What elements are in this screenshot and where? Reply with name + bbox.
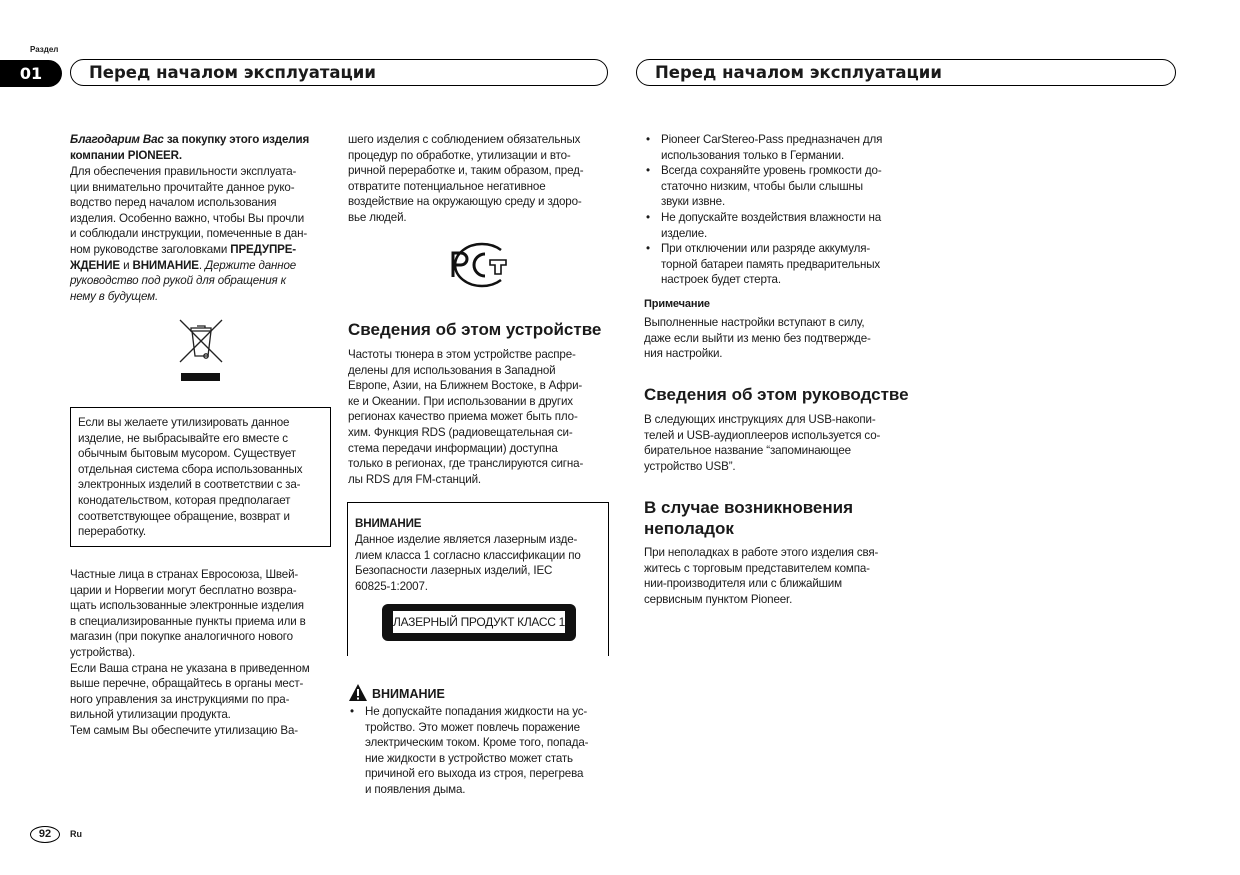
recycling-paragraph-continued: шего изделия с соблюдением обязательных процедур по обработке, утилизации и вто- ричной переработке и, таким образом, пред- отвратите потенциальное негативное воздействие на окружающую среду и здоро- вье людей. (348, 133, 584, 224)
disposal-info-box (70, 407, 331, 547)
troubleshooting-paragraph: При неполадках в работе этого изделия свя- житесь с торговым представителем компа- нии-производителя или с ближайшим сервисным пунктом Pioneer. (644, 546, 879, 606)
section-heading-troubleshooting: В случае возникновения неполадок (644, 498, 854, 538)
note-text: Выполненные настройки вступают в силу, даже если выйти из меню без подтвержде- ния настройки. (644, 316, 871, 361)
section-heading-manual-info: Сведения об этом руководстве (644, 385, 909, 404)
recycling-paragraph: Частные лица в странах Евросоюза, Швей- царии и Норвегии могут бесплатно возвра- щать использованные электронные изделия в специализированные пункты приема или в магазин (при покупке аналогичного нового устройства). Если Ваша страна не указана в приведенном выше перечне, обращайтесь в органы мест- ного управления за инструкциями по пра- вильной утилизации продукта. Тем самым Вы обеспечите утилизацию Ва- (70, 568, 310, 737)
section-label: Раздел (30, 45, 59, 54)
warning-title: ВНИМАНИЕ (372, 687, 445, 701)
laser-caution-title: ВНИМАНИЕ (355, 517, 422, 530)
page-title-right: Перед началом эксплуатации (636, 59, 1176, 86)
warning-list-item: • Не допускайте попадания жидкости на ус- тройство. Это может повлечь поражение электрическим током. Кроме того, попада- ние жидкости в устройство может стать причиной его выхода из строя, перегрева и появления дыма. (348, 704, 588, 798)
list-item: • Не допускайте воздействия влажности на изделие. (644, 210, 882, 241)
period: . (198, 258, 205, 272)
manual-info-paragraph: В следующих инструкциях для USB-накопи- телей и USB-аудиоплееров используется со- бирательное название “запоминающее устройство USB”. (644, 413, 881, 473)
language-code: Ru (70, 829, 82, 839)
note-title: Примечание (644, 298, 710, 310)
device-info-paragraph: Частоты тюнера в этом устройстве распре- делены для использования в Западной Европе, Азии, на Ближнем Востоке, в Афри- ке и Океании. При использовании в других регионах качество приема может быть пло- хим. Функция RDS (радиовещательная си- стема передачи информации) доступна только в регионах, где транслируются сигна- лы RDS для FM-станций. (348, 348, 584, 486)
caution-word: ВНИМАНИЕ (132, 258, 199, 272)
section-heading-device-info: Сведения об этом устройстве (348, 320, 602, 339)
list-item: • Pioneer CarStereo-Pass предназначен для использования только в Германии. (644, 132, 882, 163)
intro-paragraph (70, 164, 307, 304)
laser-product-label (382, 604, 576, 641)
weee-recycle-bin-icon (178, 318, 224, 383)
page-title-left: Перед началом эксплуатации (70, 59, 608, 86)
intro-rest: за покупку этого изделия компании PIONEER. (70, 133, 310, 162)
notes-bullet-list (644, 132, 882, 288)
intro-paragraph-text: Для обеспечения правильности эксплуата- ции внимательно прочитайте данное руко- водство перед началом использования изделия. Особенно важно, чтобы Вы прочли и соблюдали инструкции, помеченные в дан- ном руководстве заголовками (70, 165, 308, 256)
warning-list (348, 704, 588, 798)
pct-certification-logo (443, 240, 517, 290)
laser-product-label-text: ЛАЗЕРНЫЙ ПРОДУКТ КЛАСС 1 (393, 611, 565, 633)
section-number-tab: 01 (0, 60, 62, 87)
list-item: • Всегда сохраняйте уровень громкости до- статочно низким, чтобы были слышны звуки извне. (644, 163, 882, 210)
warning-triangle-icon (348, 683, 368, 702)
laser-caution-text: Данное изделие является лазерным изде- лием класса 1 согласно классификации по Безопасности лазерных изделий, IEC 60825-1:2007. (355, 533, 581, 593)
keep-manual-note: Держите данное руководство под рукой для обращения к нему в будущем. (70, 258, 297, 303)
intro-text (70, 132, 309, 163)
list-item: • При отключении или разряде аккумуля- торной батареи память предварительных настроек будет стерта. (644, 241, 882, 288)
page-number: 92 (30, 826, 60, 843)
conjunction: и (120, 258, 133, 272)
intro-thanks: Благодарим Вас (70, 133, 164, 146)
warning-word: ПРЕДУПРЕ- ЖДЕНИЕ (70, 242, 297, 272)
disposal-info-text: Если вы желаете утилизировать данное изделие, не выбрасывайте его вместе с обычным бытовым мусором. Существует отдельная система сбора использованных электронных изделий в соответствии с за- конодательством, которая предполагает соответствующее обращение, возврат и переработку. (78, 416, 303, 539)
